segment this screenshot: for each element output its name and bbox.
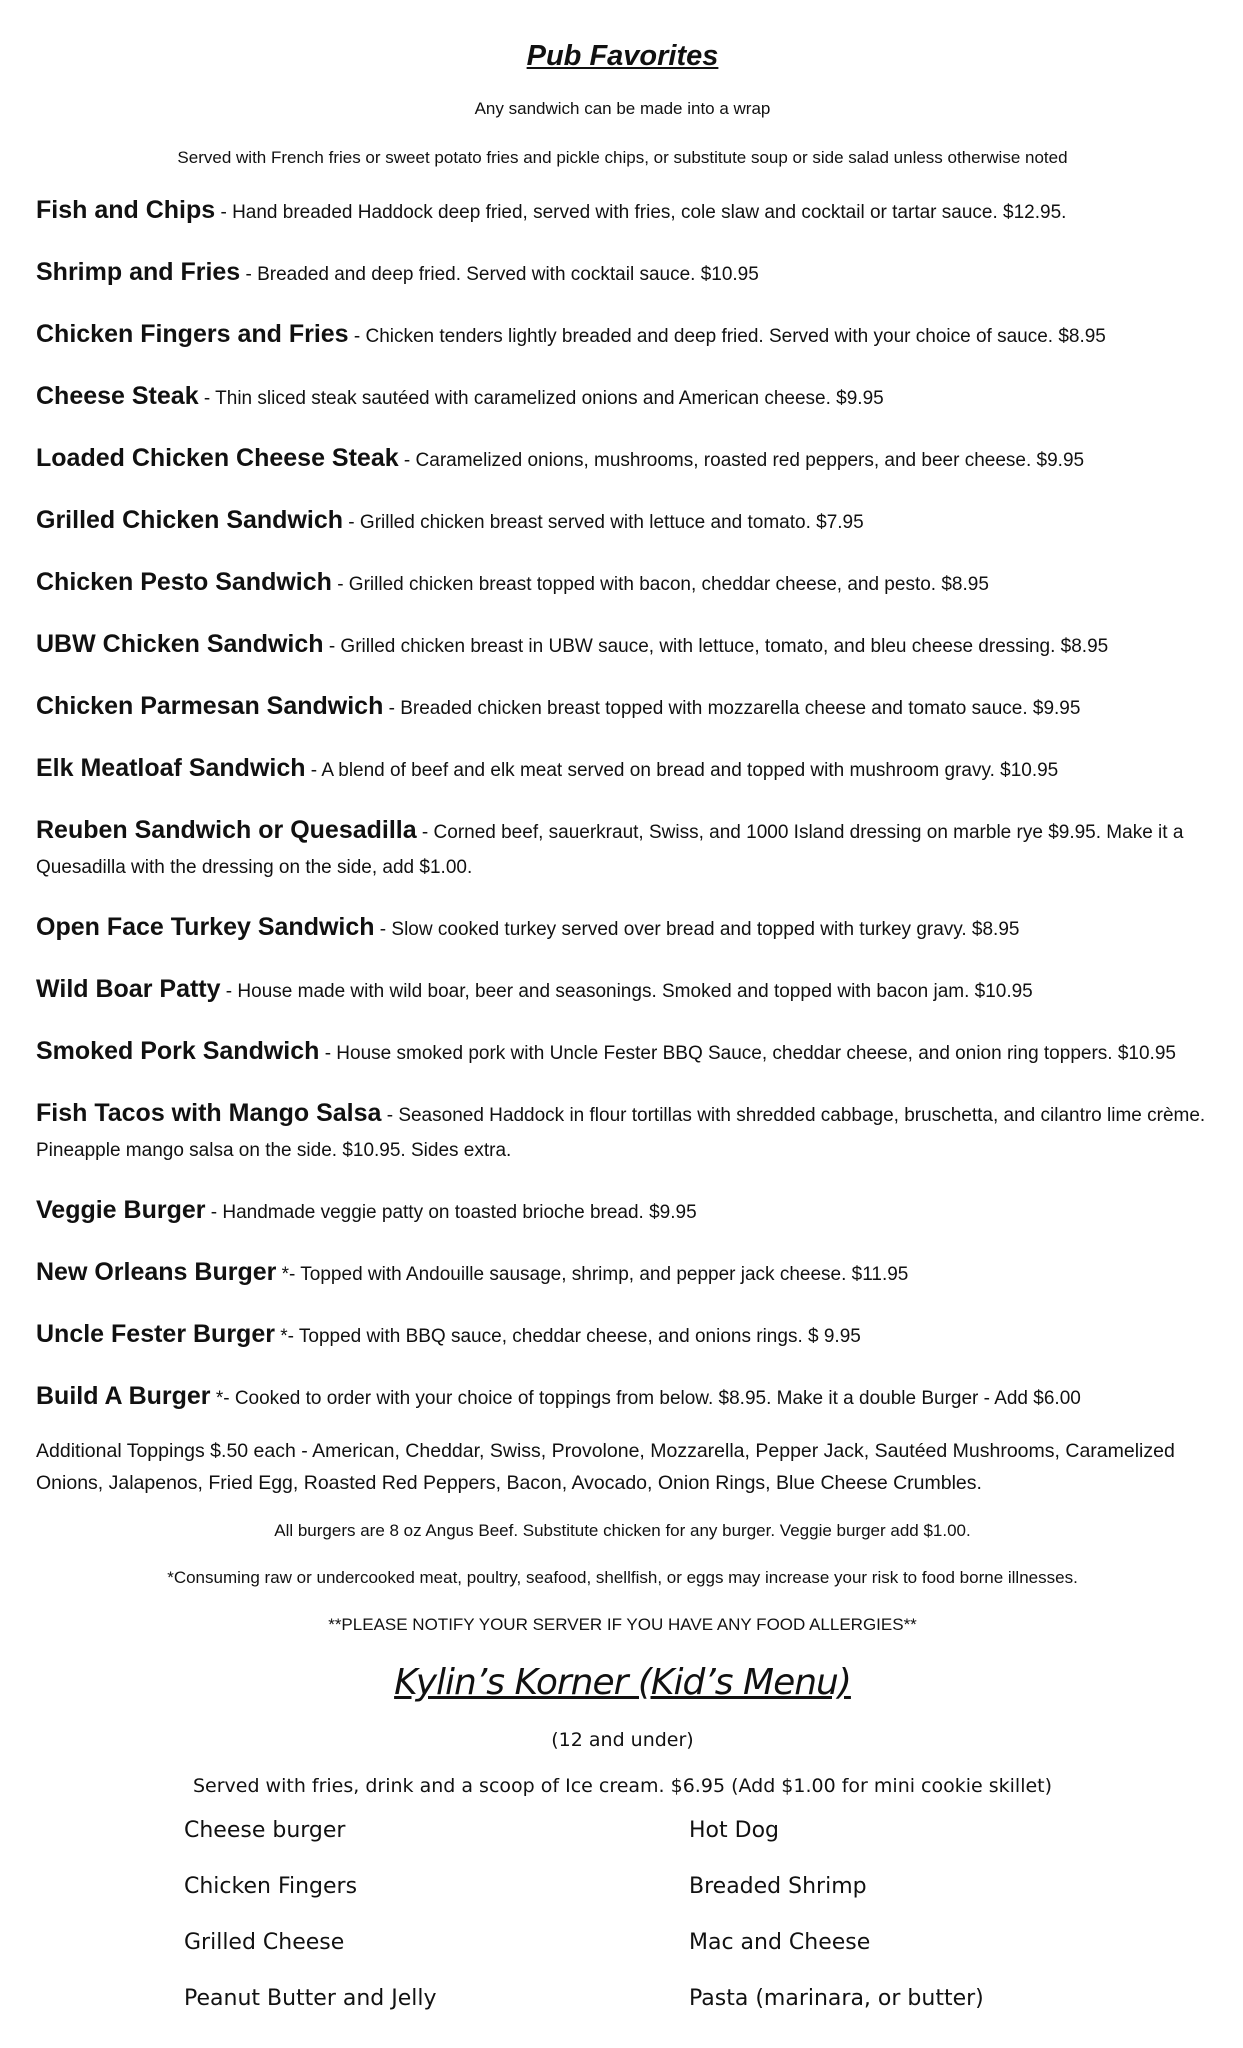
kids-items-grid [184, 1817, 1209, 2012]
menu-item [36, 627, 1209, 664]
menu-item-name: Reuben Sandwich or Quesadilla [36, 816, 417, 844]
menu-item-name: Veggie Burger [36, 1196, 206, 1224]
kids-age-note: (12 and under) [551, 1729, 694, 1751]
kids-item: Chicken Fingers [184, 1874, 358, 1899]
menu-item-name: UBW Chicken Sandwich [36, 630, 324, 658]
kids-served-note: Served with fries, drink and a scoop of Ice cream. $6.95 (Add $1.00 for mini cookie skillet) [192, 1775, 1053, 1797]
menu-item [36, 813, 1209, 885]
menu-item [36, 1255, 1209, 1292]
menu-item-desc: - A blend of beef and elk meat served on bread and topped with mushroom gravy. $10.95 [305, 760, 1059, 781]
menu-item-desc: - Hand breaded Haddock deep fried, served with fries, cole slaw and cocktail or tartar sauce. $12.95. [215, 202, 1067, 223]
kids-item: Grilled Cheese [184, 1930, 345, 1955]
menu-item-name: Open Face Turkey Sandwich [36, 913, 375, 941]
menu-item-desc: *- Topped with Andouille sausage, shrimp, and pepper jack cheese. $11.95 [276, 1264, 909, 1285]
menu-item-desc: *- Cooked to order with your choice of toppings from below. $8.95. Make it a double Burger - Add $6.00 [210, 1388, 1081, 1409]
raw-food-warning: *Consuming raw or undercooked meat, poultry, seafood, shellfish, or eggs may increase your risk to food borne illnesses. [167, 1568, 1078, 1587]
menu-item-name: Uncle Fester Burger [36, 1320, 275, 1348]
kids-item: Cheese burger [184, 1818, 346, 1843]
kids-menu-title: Kylin’s Korner (Kid’s Menu) [394, 1662, 851, 1703]
menu-item-name: Chicken Parmesan Sandwich [36, 692, 384, 720]
wrap-note: Any sandwich can be made into a wrap [474, 99, 771, 118]
menu-item [36, 441, 1209, 478]
menu-item [36, 255, 1209, 292]
menu-item [36, 379, 1209, 416]
menu-item-desc: - Grilled chicken breast served with lettuce and tomato. $7.95 [343, 512, 864, 533]
menu-item [36, 972, 1209, 1009]
menu-item-desc: - Grilled chicken breast in UBW sauce, with lettuce, tomato, and bleu cheese dressing. $8.95 [323, 636, 1109, 657]
menu-item-name: Smoked Pork Sandwich [36, 1037, 320, 1065]
menu-item-desc: - Slow cooked turkey served over bread and topped with turkey gravy. $8.95 [374, 919, 1020, 940]
menu-item [36, 910, 1209, 947]
menu-item-name: Cheese Steak [36, 382, 199, 410]
menu-item-desc: - Corned beef, sauerkraut, Swiss, and 1000 Island dressing on marble rye $9.95. Make it a Quesadilla with the dressing on the side, add $1.00. [36, 822, 1184, 878]
additional-toppings: Additional Toppings $.50 each - American, Cheddar, Swiss, Provolone, Mozzarella, Pepper Jack, Sautéed Mushrooms, Caramelized Onions, Jalapenos, Fried Egg, Roasted Red Peppers, Bacon, Avocado, Onion Rings, Blue Cheese Crumbles. [36, 1440, 1175, 1494]
kids-item: Pasta (marinara, or butter) [689, 1986, 984, 2011]
menu-item-desc: - House made with wild boar, beer and seasonings. Smoked and topped with bacon jam. $10.95 [220, 981, 1033, 1002]
menu-item-name: Elk Meatloaf Sandwich [36, 754, 306, 782]
menu-item [36, 193, 1209, 230]
menu-item-desc: - Handmade veggie patty on toasted brioche bread. $9.95 [205, 1202, 697, 1223]
menu-item-desc: *- Topped with BBQ sauce, cheddar cheese, and onions rings. $ 9.95 [274, 1326, 861, 1347]
menu-item-desc: - Grilled chicken breast topped with bacon, cheddar cheese, and pesto. $8.95 [331, 574, 989, 595]
kids-item: Peanut Butter and Jelly [184, 1986, 437, 2011]
menu-item-name: Loaded Chicken Cheese Steak [36, 444, 399, 472]
served-note: Served with French fries or sweet potato fries and pickle chips, or substitute soup or side salad unless otherwise noted [177, 148, 1068, 167]
menu-item [36, 689, 1209, 726]
menu-item [36, 1379, 1209, 1416]
menu-item-name: Shrimp and Fries [36, 258, 241, 286]
menu-item [36, 751, 1209, 788]
kids-item: Hot Dog [689, 1818, 779, 1843]
burger-note: All burgers are 8 oz Angus Beef. Substitute chicken for any burger. Veggie burger add $1.00. [274, 1521, 971, 1540]
menu-item-name: Grilled Chicken Sandwich [36, 506, 344, 534]
menu-item [36, 1034, 1209, 1071]
menu-item [36, 317, 1209, 354]
menu-item [36, 1193, 1209, 1230]
menu-item [36, 1096, 1209, 1168]
kids-item: Mac and Cheese [689, 1930, 871, 1955]
menu-item-name: Fish and Chips [36, 196, 216, 224]
menu-item-name: Chicken Fingers and Fries [36, 320, 349, 348]
menu-item-name: New Orleans Burger [36, 1258, 277, 1286]
menu-item-desc: - House smoked pork with Uncle Fester BBQ Sauce, cheddar cheese, and onion ring toppers. $10.95 [319, 1043, 1176, 1064]
menu-item [36, 503, 1209, 540]
menu-item [36, 565, 1209, 602]
menu-item-desc: - Breaded chicken breast topped with mozzarella cheese and tomato sauce. $9.95 [383, 698, 1081, 719]
menu-item-name: Build A Burger [36, 1382, 211, 1410]
menu-item [36, 1317, 1209, 1354]
menu-item-name: Chicken Pesto Sandwich [36, 568, 332, 596]
menu-item-desc: - Thin sliced steak sautéed with caramelized onions and American cheese. $9.95 [198, 388, 884, 409]
menu-item-desc: - Chicken tenders lightly breaded and deep fried. Served with your choice of sauce. $8.95 [348, 326, 1106, 347]
pub-favorites-title: Pub Favorites [526, 40, 719, 72]
menu-item-name: Fish Tacos with Mango Salsa [36, 1099, 382, 1127]
allergy-note: **PLEASE NOTIFY YOUR SERVER IF YOU HAVE ANY FOOD ALLERGIES** [328, 1615, 917, 1634]
menu-item-desc: - Breaded and deep fried. Served with cocktail sauce. $10.95 [240, 264, 759, 285]
kids-item: Breaded Shrimp [689, 1874, 867, 1899]
menu-item-name: Wild Boar Patty [36, 975, 221, 1003]
menu-item-desc: - Caramelized onions, mushrooms, roasted red peppers, and beer cheese. $9.95 [398, 450, 1085, 471]
pub-items-list [36, 193, 1209, 1416]
menu-item-desc: - Seasoned Haddock in flour tortillas with shredded cabbage, bruschetta, and cilantro lime crème. Pineapple mango salsa on the side. $10.95. Sides extra. [36, 1105, 1206, 1161]
